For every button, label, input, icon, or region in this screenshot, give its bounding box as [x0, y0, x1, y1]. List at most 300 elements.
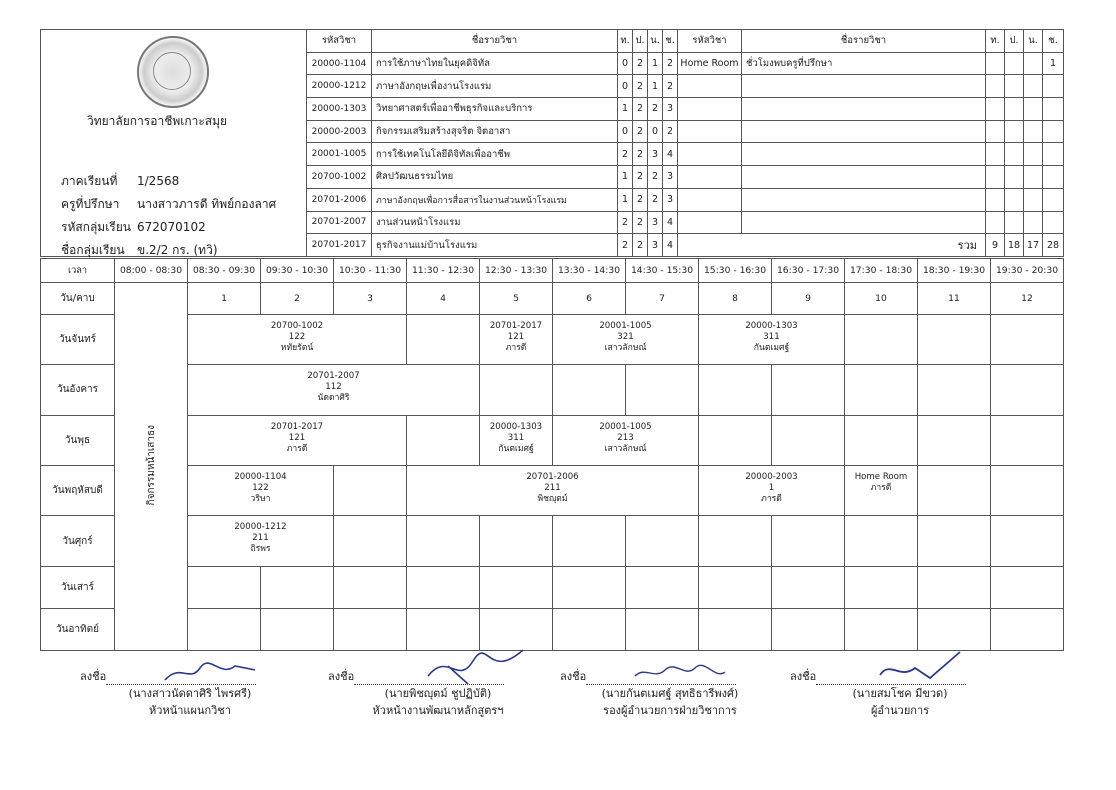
- empty-cell: [678, 120, 742, 143]
- class-room: 112: [325, 382, 342, 393]
- time-slot: 08:30 - 09:30: [188, 259, 261, 283]
- total-p: 18: [1005, 234, 1024, 257]
- class-teacher: เสาวลักษณ์: [604, 443, 647, 454]
- empty-cell: [1043, 75, 1064, 98]
- day-label: วันอังคาร: [41, 365, 115, 415]
- class-room: 122: [252, 482, 269, 493]
- empty-cell: [553, 516, 626, 566]
- class-room: 122: [288, 331, 306, 342]
- signature-section: [0, 650, 1116, 770]
- subject-code: 20000-2003: [307, 120, 372, 143]
- semester-label: ภาคเรียนที่: [61, 174, 118, 188]
- subject-code: 20001-1005: [307, 143, 372, 166]
- empty-cell: [991, 566, 1064, 608]
- empty-cell: [742, 143, 986, 166]
- empty-cell: [918, 465, 991, 515]
- class-teacher: ภารดี: [761, 493, 782, 504]
- empty-cell: [845, 365, 918, 415]
- day-row-sat: [41, 566, 1064, 608]
- col-h-header: ช.: [663, 30, 678, 53]
- group-name-label: ชื่อกลุ่มเรียน: [61, 243, 125, 257]
- empty-cell: [553, 365, 626, 415]
- class-teacher: กันตเมศฐ์: [753, 342, 790, 353]
- period-number: 3: [334, 283, 407, 315]
- subject-p: 2: [633, 211, 648, 234]
- class-teacher: วริษา: [250, 493, 271, 504]
- col-p-header: ป.: [633, 30, 648, 53]
- empty-cell: [334, 465, 407, 515]
- empty-cell: [699, 608, 772, 650]
- empty-cell: [626, 608, 699, 650]
- total-t: 9: [986, 234, 1005, 257]
- subject-n: 0: [648, 120, 663, 143]
- empty-cell: [986, 143, 1005, 166]
- subject-p: 2: [633, 52, 648, 75]
- empty-cell: [1005, 98, 1024, 121]
- empty-cell: [742, 166, 986, 189]
- empty-cell: [699, 566, 772, 608]
- subject-code: 20000-1303: [307, 98, 372, 121]
- subject-t: 0: [618, 75, 633, 98]
- empty-cell: [918, 314, 991, 364]
- timetable-grid: [40, 258, 1063, 651]
- subject-n: 2: [648, 188, 663, 211]
- signer-name: (นายพิชญุตม์ ชูปฏิบัติ): [384, 687, 492, 700]
- subject-name: การใช้ภาษาไทยในยุคดิจิทัล: [372, 52, 618, 75]
- subject-n: 1: [648, 52, 663, 75]
- class-room: 121: [288, 432, 306, 443]
- advisor-value: นางสาวภารดี ทิพย์กองลาศ: [137, 197, 277, 211]
- period-number: 12: [991, 283, 1064, 315]
- period-label: วัน/คาบ: [41, 283, 115, 315]
- time-slot: 10:30 - 11:30: [334, 259, 407, 283]
- subject-code: 20700-1002: [307, 166, 372, 189]
- subject-h: 2: [663, 52, 678, 75]
- group-code-value: 672070102: [137, 220, 206, 234]
- day-row-sun: [41, 608, 1064, 650]
- empty-cell: [918, 566, 991, 608]
- empty-cell: [678, 143, 742, 166]
- empty-cell: [742, 188, 986, 211]
- subject-name: การใช้เทคโนโลยีดิจิทัลเพื่ออาชีพ: [372, 143, 618, 166]
- total-n: 17: [1024, 234, 1043, 257]
- subject-t: 1: [618, 98, 633, 121]
- timetable: [40, 258, 1064, 651]
- subject-t: 1: [618, 166, 633, 189]
- empty-cell: [845, 608, 918, 650]
- period-number: 7: [626, 283, 699, 315]
- subject-t: 2: [618, 234, 633, 257]
- time-slot: 16:30 - 17:30: [772, 259, 845, 283]
- time-slot: 15:30 - 16:30: [699, 259, 772, 283]
- period-number: 8: [699, 283, 772, 315]
- col-p-header-right: ป.: [1005, 30, 1024, 53]
- course-header: [40, 29, 1063, 257]
- empty-cell: [991, 415, 1064, 465]
- empty-cell: [188, 566, 261, 608]
- empty-cell: [407, 608, 480, 650]
- class-block: [480, 314, 553, 364]
- empty-cell: [261, 608, 334, 650]
- empty-cell: [1024, 120, 1043, 143]
- empty-cell: [1005, 120, 1024, 143]
- class-room: 213: [617, 432, 634, 443]
- semester-value: 1/2568: [137, 174, 180, 188]
- subject-t: 0: [618, 120, 633, 143]
- subject-name: ภาษาอังกฤษเพื่องานโรงแรม: [372, 75, 618, 98]
- subject-h: 4: [663, 211, 678, 234]
- empty-cell: [334, 566, 407, 608]
- empty-cell: [986, 166, 1005, 189]
- empty-cell: [918, 516, 991, 566]
- empty-cell: [918, 365, 991, 415]
- period-number: 10: [845, 283, 918, 315]
- class-code: 20700-1002: [270, 320, 324, 331]
- col-code-header: รหัสวิชา: [307, 30, 372, 53]
- class-block: [845, 465, 918, 515]
- class-teacher: นัดดาศิริ: [317, 393, 350, 404]
- signature-block: [80, 668, 300, 719]
- info-panel: [41, 30, 307, 257]
- class-code: 20701-2017: [270, 421, 324, 432]
- empty-cell: [986, 98, 1005, 121]
- empty-cell: [480, 365, 553, 415]
- class-block: [188, 314, 407, 364]
- morning-activity-cell: [115, 283, 188, 651]
- day-label: วันพฤหัสบดี: [41, 465, 115, 515]
- class-block: [188, 415, 407, 465]
- group-name-value: ข.2/2 กร. (ทวิ): [137, 243, 218, 257]
- signer-name: (นายกันตเมศฐ์ สุทธิธารีพงศ์): [601, 687, 739, 700]
- empty-cell: [1005, 143, 1024, 166]
- class-room: 211: [252, 533, 269, 544]
- time-slot: 08:00 - 08:30: [115, 259, 188, 283]
- day-label: วันอาทิตย์: [41, 608, 115, 650]
- col-t-header: ท.: [618, 30, 633, 53]
- empty-cell: [626, 365, 699, 415]
- day-label: วันศุกร์: [41, 516, 115, 566]
- class-meta: [61, 170, 276, 262]
- subject-p: 2: [633, 234, 648, 257]
- empty-cell: [1043, 143, 1064, 166]
- college-name: วิทยาลัยการอาชีพเกาะสมุย: [87, 114, 228, 128]
- class-room: 211: [544, 482, 561, 493]
- empty-cell: [678, 211, 742, 234]
- subject-n: 3: [648, 234, 663, 257]
- class-code: 20701-2017: [489, 320, 543, 331]
- signature-scribble-icon: [630, 658, 730, 688]
- subject-h: 3: [663, 166, 678, 189]
- subject-t: 1: [618, 188, 633, 211]
- empty-cell: [986, 188, 1005, 211]
- subject-p: 2: [633, 188, 648, 211]
- time-slot: 09:30 - 10:30: [261, 259, 334, 283]
- class-block: [407, 465, 699, 515]
- group-code-label: รหัสกลุ่มเรียน: [61, 220, 131, 234]
- empty-cell: [678, 98, 742, 121]
- subject-n: 3: [648, 211, 663, 234]
- subject-p: 2: [633, 120, 648, 143]
- empty-cell: [742, 211, 986, 234]
- schedule-sheet: [40, 29, 1065, 651]
- class-teacher: หทัยรัตน์: [280, 342, 314, 353]
- signer-title: ผู้อำนวยการ: [870, 704, 930, 717]
- time-slot: 13:30 - 14:30: [553, 259, 626, 283]
- col-n-header-right: น.: [1024, 30, 1043, 53]
- empty-cell: [1043, 98, 1064, 121]
- class-code: 20001-1005: [599, 421, 652, 432]
- subject-t: [986, 52, 1005, 75]
- subject-h: 3: [663, 98, 678, 121]
- subject-name: งานส่วนหน้าโรงแรม: [372, 211, 618, 234]
- time-slot: 17:30 - 18:30: [845, 259, 918, 283]
- day-label: วันพุธ: [41, 415, 115, 465]
- empty-cell: [1024, 211, 1043, 234]
- subject-name: วิทยาศาสตร์เพื่ออาชีพธุรกิจและบริการ: [372, 98, 618, 121]
- class-room: 321: [617, 331, 634, 342]
- col-name-header: ชื่อรายวิชา: [372, 30, 618, 53]
- subject-name: กิจกรรมเสริมสร้างสุจริต จิตอาสา: [372, 120, 618, 143]
- col-name-header-right: ชื่อรายวิชา: [742, 30, 986, 53]
- class-code: 20701-2007: [307, 371, 360, 382]
- class-teacher: กันตเมศฐ์: [498, 443, 534, 454]
- subject-n: 1: [648, 75, 663, 98]
- col-n-header: น.: [648, 30, 663, 53]
- empty-cell: [407, 516, 480, 566]
- empty-cell: [991, 608, 1064, 650]
- subject-name: ชั่วโมงพบครูที่ปรึกษา: [742, 52, 986, 75]
- class-block: [188, 516, 334, 566]
- empty-cell: [991, 365, 1064, 415]
- sign-label: ลงชื่อ: [328, 670, 355, 683]
- class-teacher: พิชญุตม์: [537, 493, 568, 504]
- period-number: 5: [480, 283, 553, 315]
- empty-cell: [1043, 188, 1064, 211]
- subject-p: 2: [633, 143, 648, 166]
- class-room: 1: [768, 482, 775, 493]
- period-number: 9: [772, 283, 845, 315]
- sign-label: ลงชื่อ: [80, 670, 107, 683]
- subject-code: 20701-2017: [307, 234, 372, 257]
- empty-cell: [845, 415, 918, 465]
- time-label: เวลา: [41, 259, 115, 283]
- course-table: [40, 29, 1064, 257]
- empty-cell: [626, 566, 699, 608]
- empty-cell: [1005, 188, 1024, 211]
- signature-block: [560, 668, 780, 719]
- class-room: 311: [507, 432, 525, 443]
- class-code: 20000-1303: [489, 421, 543, 432]
- period-number: 11: [918, 283, 991, 315]
- empty-cell: [918, 415, 991, 465]
- empty-cell: [699, 415, 772, 465]
- empty-cell: [1024, 75, 1043, 98]
- class-teacher: ถิรพร: [250, 544, 271, 555]
- subject-h: 4: [663, 143, 678, 166]
- subject-h: 3: [663, 188, 678, 211]
- empty-cell: [334, 608, 407, 650]
- col-code-header-right: รหัสวิชา: [678, 30, 742, 53]
- time-slot: 11:30 - 12:30: [407, 259, 480, 283]
- signer-name: (นายสมโชค มีขวด): [852, 687, 948, 700]
- subject-n: 2: [648, 98, 663, 121]
- subject-p: 2: [633, 166, 648, 189]
- empty-cell: [772, 516, 845, 566]
- subject-t: 2: [618, 143, 633, 166]
- empty-cell: [1043, 120, 1064, 143]
- empty-cell: [986, 120, 1005, 143]
- day-row-fri: [41, 516, 1064, 566]
- empty-cell: [407, 566, 480, 608]
- subject-t: 2: [618, 211, 633, 234]
- subject-p: 2: [633, 75, 648, 98]
- sign-label: ลงชื่อ: [790, 670, 817, 683]
- empty-cell: [742, 75, 986, 98]
- empty-cell: [407, 415, 480, 465]
- class-code: Home Room: [854, 471, 908, 482]
- signature-block: [790, 668, 1010, 719]
- signer-name: (นางสาวนัดดาศิริ ไพรศรี): [128, 687, 252, 700]
- signer-title: รองผู้อำนวยการฝ่ายวิชาการ: [603, 704, 737, 717]
- empty-cell: [772, 566, 845, 608]
- subject-code: Home Room: [678, 52, 742, 75]
- period-number: 2: [261, 283, 334, 315]
- class-block: [480, 415, 553, 465]
- empty-cell: [1005, 211, 1024, 234]
- class-block: [188, 465, 334, 515]
- empty-cell: [553, 608, 626, 650]
- time-slot: 18:30 - 19:30: [918, 259, 991, 283]
- empty-cell: [480, 566, 553, 608]
- subject-code: 20701-2006: [307, 188, 372, 211]
- class-room: 311: [763, 331, 780, 342]
- subject-n: 3: [648, 143, 663, 166]
- time-slot: 12:30 - 13:30: [480, 259, 553, 283]
- empty-cell: [261, 566, 334, 608]
- period-number: 1: [188, 283, 261, 315]
- empty-cell: [1024, 188, 1043, 211]
- class-block: [553, 415, 699, 465]
- empty-cell: [1024, 166, 1043, 189]
- empty-cell: [699, 516, 772, 566]
- subject-n: [1024, 52, 1043, 75]
- empty-cell: [845, 314, 918, 364]
- period-number: 6: [553, 283, 626, 315]
- class-teacher: ภารดี: [286, 443, 308, 454]
- empty-cell: [1024, 143, 1043, 166]
- empty-cell: [986, 75, 1005, 98]
- empty-cell: [1043, 166, 1064, 189]
- subject-h: 2: [663, 120, 678, 143]
- subject-name: ภาษาอังกฤษเพื่อการสื่อสารในงานส่วนหน้าโรงแรม: [372, 188, 618, 211]
- total-h: 28: [1043, 234, 1064, 257]
- subject-t: 0: [618, 52, 633, 75]
- subject-h: 1: [1043, 52, 1064, 75]
- empty-cell: [991, 516, 1064, 566]
- col-t-header-right: ท.: [986, 30, 1005, 53]
- sign-label: ลงชื่อ: [560, 670, 587, 683]
- class-code: 20000-1212: [234, 522, 287, 533]
- class-teacher: เสาวลักษณ์: [604, 342, 647, 353]
- empty-cell: [845, 516, 918, 566]
- class-room: 121: [507, 331, 525, 342]
- subject-p: 2: [633, 98, 648, 121]
- time-slot: 14:30 - 15:30: [626, 259, 699, 283]
- empty-cell: [742, 98, 986, 121]
- day-row-thu: [41, 465, 1064, 515]
- signature-scribble-icon: [870, 650, 970, 688]
- empty-cell: [1024, 98, 1043, 121]
- empty-cell: [1043, 211, 1064, 234]
- class-code: 20000-1303: [745, 320, 798, 331]
- class-block: [699, 314, 845, 364]
- empty-cell: [845, 566, 918, 608]
- class-block: [699, 465, 845, 515]
- empty-cell: [1005, 166, 1024, 189]
- subject-name: ศิลปวัฒนธรรมไทย: [372, 166, 618, 189]
- empty-cell: [553, 566, 626, 608]
- empty-cell: [991, 465, 1064, 515]
- signature-scribble-icon: [160, 658, 260, 688]
- empty-cell: [742, 120, 986, 143]
- class-block: [553, 314, 699, 364]
- period-number: 4: [407, 283, 480, 315]
- class-code: 20001-1005: [599, 320, 652, 331]
- empty-cell: [334, 516, 407, 566]
- class-teacher: ภารดี: [505, 342, 527, 353]
- signature-scribble-icon: [418, 646, 528, 690]
- subject-p: [1005, 52, 1024, 75]
- subject-code: 20000-1104: [307, 52, 372, 75]
- college-seal-icon: [137, 36, 209, 108]
- empty-cell: [1005, 75, 1024, 98]
- empty-cell: [772, 365, 845, 415]
- class-code: 20000-2003: [745, 471, 798, 482]
- empty-cell: [480, 516, 553, 566]
- day-label: วันจันทร์: [41, 314, 115, 364]
- signer-title: หัวหน้างานพัฒนาหลักสูตรฯ: [372, 704, 504, 717]
- empty-cell: [678, 166, 742, 189]
- empty-cell: [626, 516, 699, 566]
- subject-n: 2: [648, 166, 663, 189]
- morning-activity: กิจกรรมหน้าเสาธง: [145, 424, 157, 506]
- empty-cell: [678, 75, 742, 98]
- signature-block: [328, 668, 548, 719]
- day-row-mon: [41, 314, 1064, 364]
- empty-cell: [772, 415, 845, 465]
- day-row-tue: [41, 365, 1064, 415]
- empty-cell: [480, 608, 553, 650]
- class-code: 20000-1104: [234, 471, 287, 482]
- time-slot: 19:30 - 20:30: [991, 259, 1064, 283]
- empty-cell: [678, 188, 742, 211]
- subject-h: 2: [663, 75, 678, 98]
- total-label: รวม: [678, 234, 986, 257]
- empty-cell: [991, 314, 1064, 364]
- subject-code: 20701-2007: [307, 211, 372, 234]
- signer-title: หัวหน้าแผนกวิชา: [149, 704, 231, 717]
- col-h-header-right: ช.: [1043, 30, 1064, 53]
- day-row-wed: [41, 415, 1064, 465]
- day-label: วันเสาร์: [41, 566, 115, 608]
- empty-cell: [699, 365, 772, 415]
- subject-name: ธุรกิจงานแม่บ้านโรงแรม: [372, 234, 618, 257]
- advisor-label: ครูที่ปรึกษา: [61, 197, 120, 211]
- empty-cell: [986, 211, 1005, 234]
- empty-cell: [188, 608, 261, 650]
- empty-cell: [918, 608, 991, 650]
- empty-cell: [407, 314, 480, 364]
